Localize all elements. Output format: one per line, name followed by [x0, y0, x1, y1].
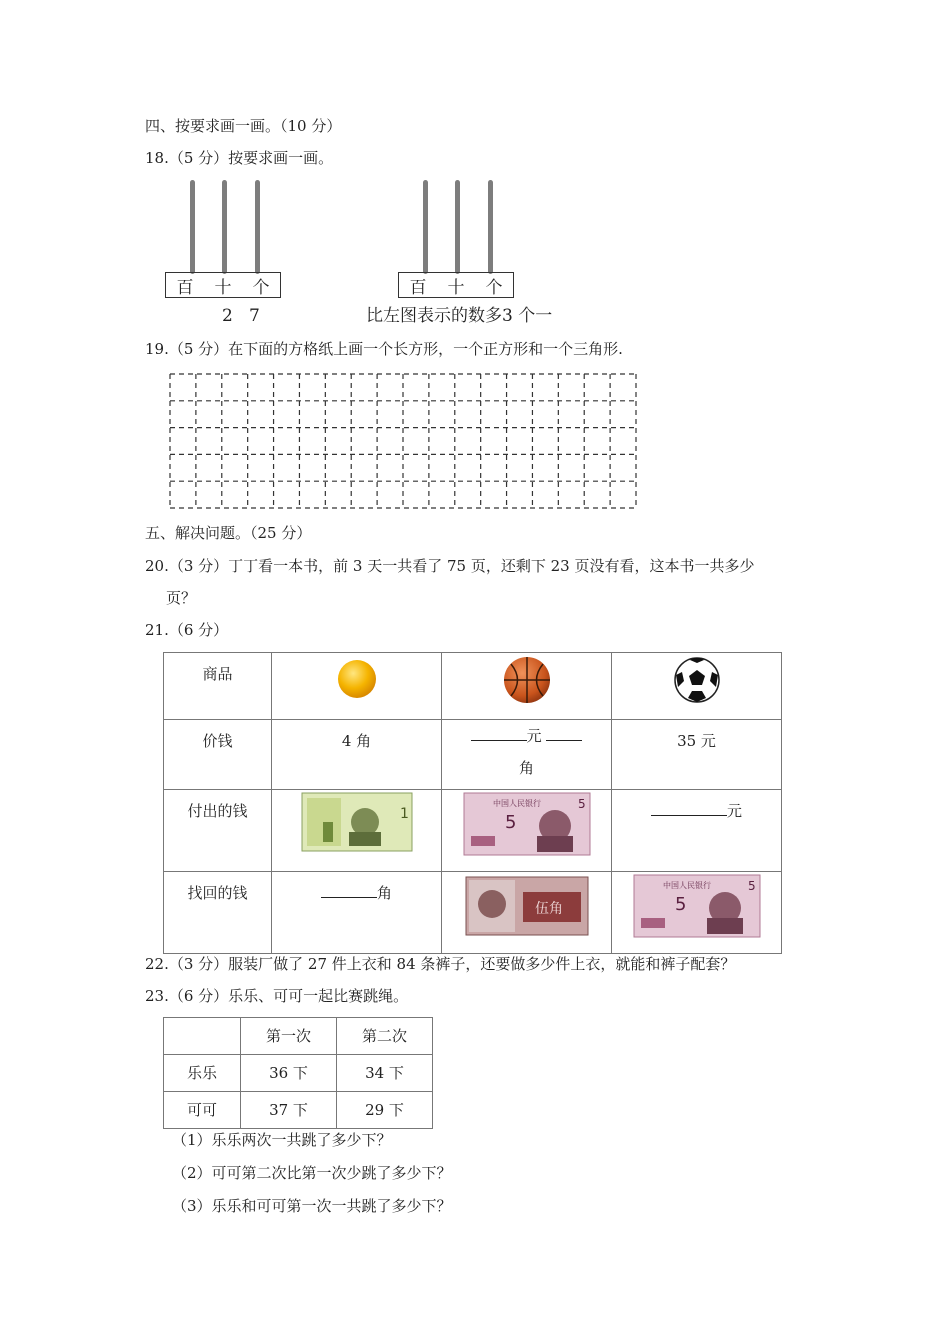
header-second: 第二次 [337, 1018, 433, 1055]
question-22: 22.（3 分）服装厂做了 27 件上衣和 84 条裤子，还要做多少件上衣，就能和裤子配套？ [145, 955, 736, 973]
one-yuan-note-image [301, 792, 413, 852]
jiao-unit: 角 [518, 759, 534, 777]
row-name-keke: 可可 [164, 1092, 241, 1129]
place-tens-label: 十 [447, 277, 465, 298]
row-header-goods: 商品 [164, 653, 272, 720]
orange-change-blank[interactable] [321, 882, 377, 898]
note-bank-name: 中国人民银行 [492, 799, 541, 808]
abacus-rod [488, 180, 493, 274]
note-bank-name: 中国人民银行 [662, 881, 711, 890]
keke-second: 29 下 [337, 1092, 433, 1129]
five-yuan-note-image [463, 792, 591, 856]
question-18-title: 18.（5 分）按要求画一画。 [145, 149, 334, 167]
price-orange: 4 角 [272, 720, 442, 790]
price-football: 35 元 [612, 720, 782, 790]
jiao-unit: 角 [376, 884, 392, 902]
place-hundreds-label: 百 [409, 277, 427, 298]
row-name-lele: 乐乐 [164, 1055, 241, 1092]
place-ones-label: 个 [485, 277, 503, 298]
section-5-heading: 五、解决问题。（25 分） [145, 524, 312, 542]
abacus-rod [255, 180, 260, 274]
section-4-heading: 四、按要求画一画。（10 分） [145, 117, 342, 135]
question-23-sub2: （2）可可第二次比第一次少跳了多少下？ [172, 1164, 452, 1182]
five-yuan-note-image [633, 874, 761, 938]
dashed-grid-paper[interactable] [168, 372, 638, 510]
note-value-5: 5 [747, 879, 756, 893]
abacus-rod [423, 180, 428, 274]
abacus-place-box [165, 272, 281, 298]
question-23-sub3: （3）乐乐和可可第一次一共跳了多少下？ [172, 1197, 452, 1215]
corner-cell [164, 1018, 241, 1055]
left-abacus-number: 2 7 [222, 306, 260, 326]
football-paid-blank[interactable] [651, 800, 727, 816]
place-ones-label: 个 [252, 277, 270, 298]
jump-rope-table [163, 1017, 433, 1129]
yuan-unit: 元 [726, 802, 742, 820]
orange-ball-icon [335, 657, 379, 701]
abacus-rod [190, 180, 195, 274]
yuan-unit: 元 [526, 727, 542, 745]
question-19-title: 19.（5 分）在下面的方格纸上画一个长方形，一个正方形和一个三角形. [145, 340, 623, 358]
question-20-line1: 20.（3 分）丁丁看一本书，前 3 天一共看了 75 页，还剩下 23 页没有看，这本书一共多少 [145, 557, 755, 575]
row-header-change: 找回的钱 [164, 872, 272, 954]
five-jiao-label: 伍角 [534, 901, 563, 917]
keke-first: 37 下 [241, 1092, 337, 1129]
note-value-5: 5 [577, 797, 586, 811]
right-abacus-caption: 比左图表示的数多3 个一 [366, 306, 553, 326]
abacus-rod [222, 180, 227, 274]
basketball-icon [502, 655, 552, 705]
basketball-jiao-blank[interactable] [546, 725, 582, 741]
lele-second: 34 下 [337, 1055, 433, 1092]
football-icon [672, 655, 722, 705]
place-tens-label: 十 [214, 277, 232, 298]
place-hundreds-label: 百 [176, 277, 194, 298]
lele-first: 36 下 [241, 1055, 337, 1092]
question-20-line2: 页？ [166, 589, 197, 607]
note-value-5: 5 [674, 894, 686, 915]
note-value-5: 5 [504, 812, 516, 833]
question-23-sub1: （1）乐乐两次一共跳了多少下？ [172, 1131, 392, 1149]
five-jiao-note-image [465, 876, 589, 936]
shopping-table [163, 652, 782, 954]
question-23-title: 23.（6 分）乐乐、可可一起比赛跳绳。 [145, 987, 409, 1005]
question-21-title: 21.（6 分） [145, 621, 229, 639]
abacus-rod [455, 180, 460, 274]
basketball-yuan-blank[interactable] [471, 725, 527, 741]
row-header-price: 价钱 [164, 720, 272, 790]
abacus-place-box [398, 272, 514, 298]
header-first: 第一次 [241, 1018, 337, 1055]
row-header-paid: 付出的钱 [164, 790, 272, 872]
note-value-1: 1 [399, 806, 409, 822]
